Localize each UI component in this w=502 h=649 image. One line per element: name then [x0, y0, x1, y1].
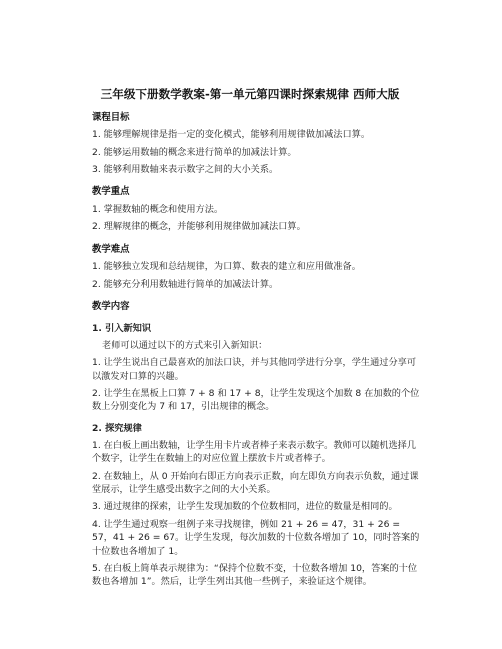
goal-item: 2. 能够运用数轴的概念来进行简单的加减法计算。: [92, 146, 297, 158]
section-heading-content: 教学内容: [92, 301, 130, 313]
key-point-item: 1. 掌握数轴的概念和使用方法。: [92, 204, 224, 216]
explore-item: 2. 在数轴上，从 0 开始向右即正方向表示正数，向左即负方向表示负数，通过课堂展示，让学生感受出数字之间的大小关系。: [92, 470, 419, 496]
explore-item: 4. 让学生通过观察一组例子来寻找规律，例如 21 + 26 = 47，31 + 26 = 57，41 + 26 = 67。让学生发现，每次加数的十位数各增加了 10，同时答案的十位数也各增加了 1。: [92, 518, 420, 557]
intro-item: 1. 让学生说出自己最喜欢的加法口诀，并与其他同学进行分享，学生通过分享可以激发对口算的兴趣。: [92, 357, 417, 382]
key-point-item: 2. 理解规律的概念，并能够利用规律做加减法口算。: [92, 221, 306, 233]
subheading-explore: 2. 探究规律: [92, 422, 142, 434]
goal-item: 1. 能够理解规律是指一定的变化模式，能够利用规律做加减法口算。: [92, 129, 371, 141]
document-body: [80, 86, 420, 593]
difficulty-item: 2. 能够充分利用数轴进行简单的加减法计算。: [92, 278, 279, 290]
difficulty-item: 1. 能够独立发现和总结规律，为口算、数表的建立和应用做准备。: [92, 261, 361, 273]
section-heading-difficulties: 教学难点: [92, 243, 130, 255]
section-heading-key-points: 教学重点: [92, 186, 130, 198]
explore-item: 1. 在白板上画出数轴，让学生用卡片或者棒子来表示数字。教师可以随机选择几个数字，让学生在数轴上的对应位置上摆放卡片或者棒子。: [92, 440, 417, 465]
intro-text: 老师可以通过以下的方式来引入新知识：: [102, 340, 268, 352]
subheading-introduce: 1. 引入新知识: [92, 322, 152, 334]
explore-item: 3. 通过规律的探索，让学生发现加数的个位数相同，进位的数量是相同的。: [92, 501, 398, 513]
section-heading-goals: 课程目标: [92, 111, 130, 123]
intro-item: 2. 让学生在黑板上口算 7 + 8 和 17 + 8，让学生发现这个加数 8 在加数的个位数上分别变化为 7 和 17，引出规律的概念。: [92, 388, 420, 413]
explore-item: 5. 在白板上简单表示规律为：“保持个位数不变，十位数各增加 10，答案的十位数也各增加 1”。然后，让学生列出其他一些例子，来验证这个规律。: [92, 562, 418, 588]
goal-item: 3. 能够利用数轴来表示数字之间的大小关系。: [92, 164, 279, 176]
document-title: 三年级下册数学教案-第一单元第四课时探索规律 西师大版: [100, 87, 400, 101]
